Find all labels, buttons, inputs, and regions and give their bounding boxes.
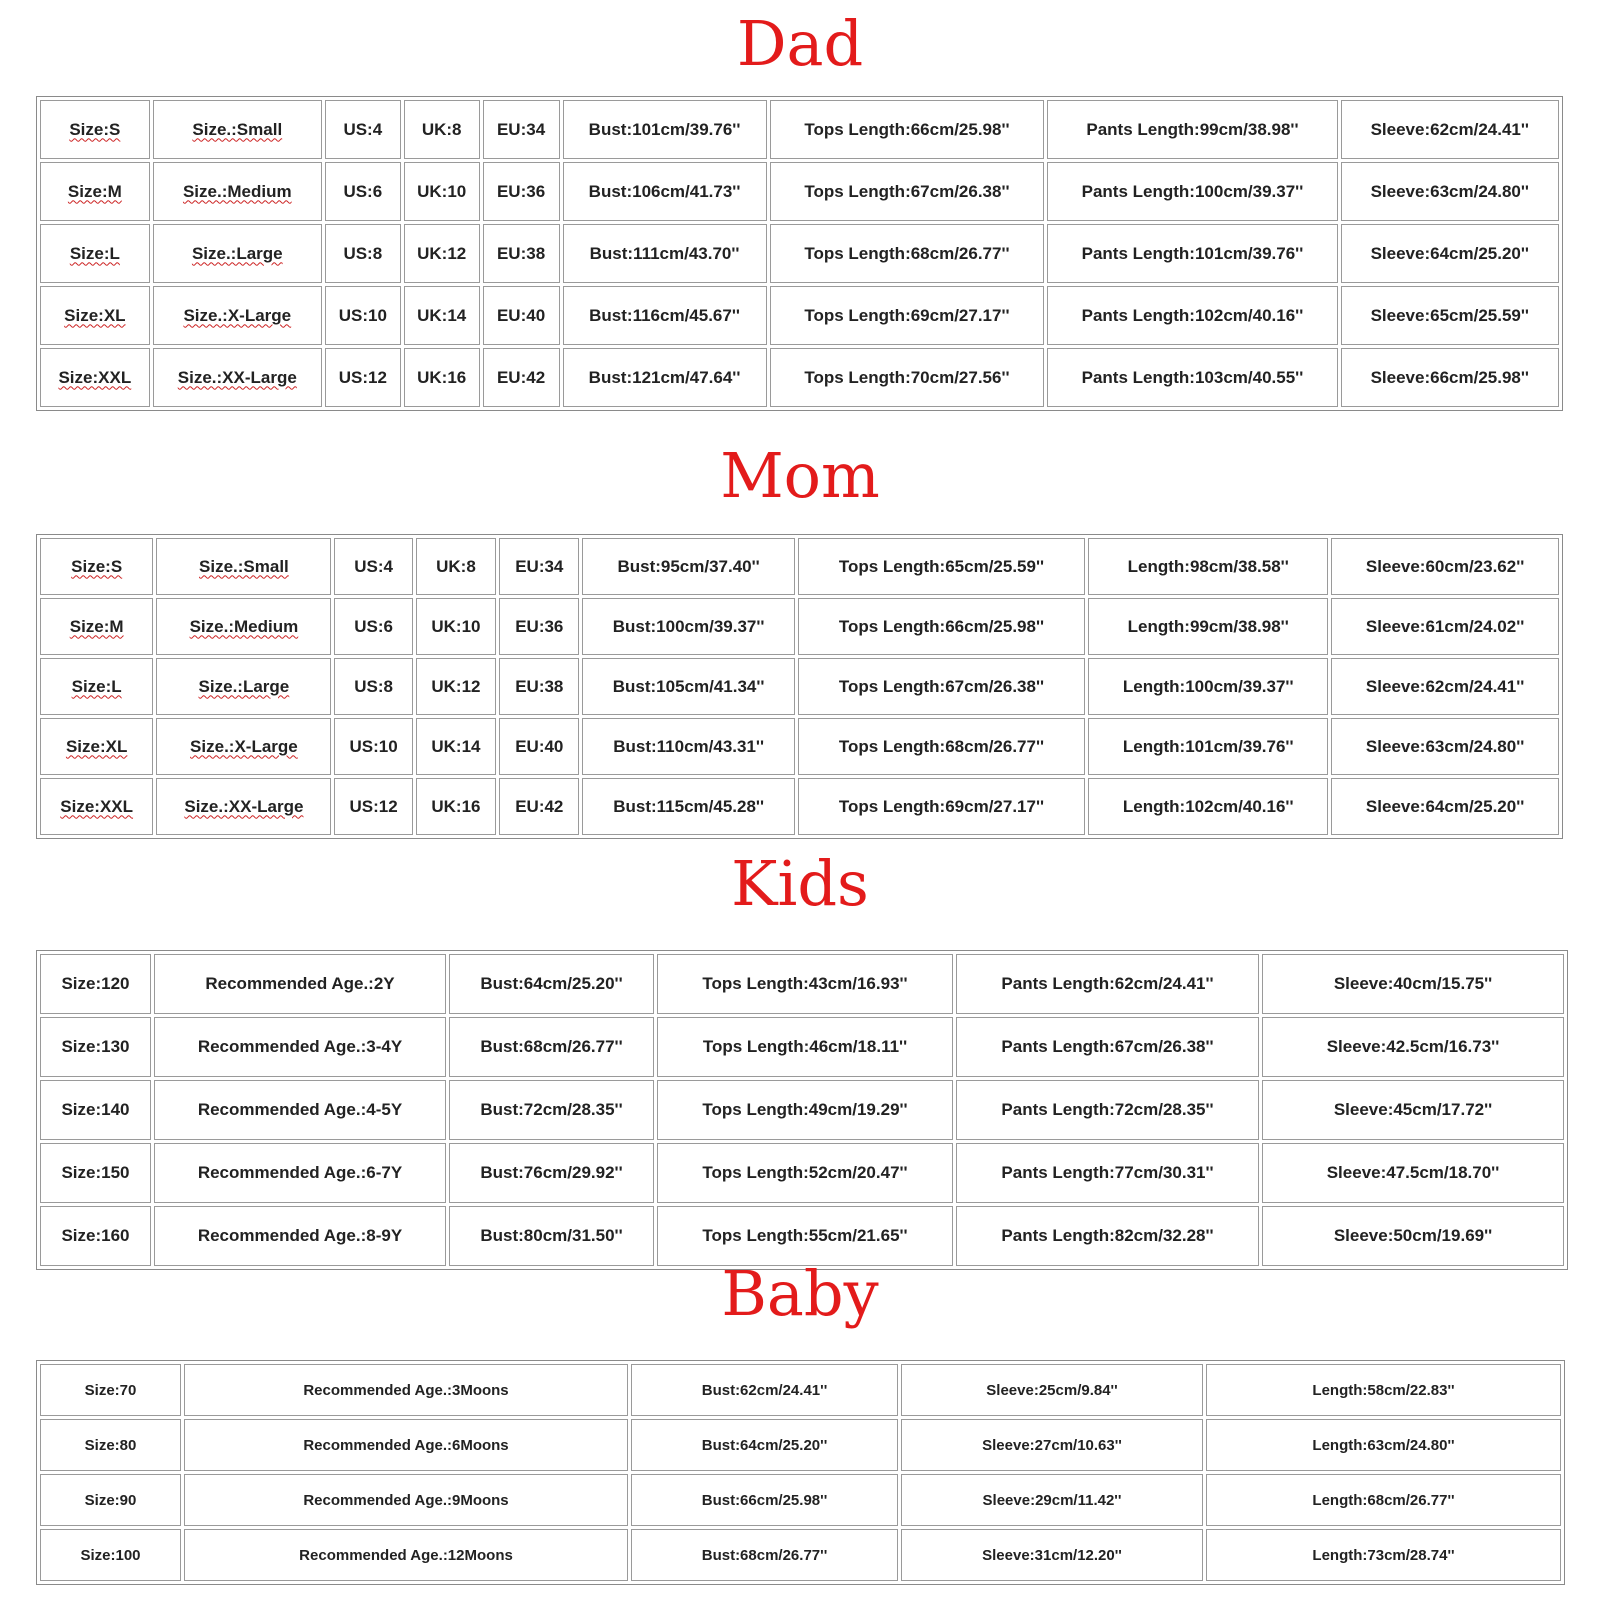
dad-table-cell: EU:42 bbox=[483, 348, 560, 407]
kids-table-cell: Sleeve:47.5cm/18.70'' bbox=[1262, 1143, 1564, 1203]
dad-table-cell: US:6 bbox=[325, 162, 401, 221]
dad-table-cell: Tops Length:68cm/26.77'' bbox=[770, 224, 1045, 283]
mom-title: Mom bbox=[720, 439, 880, 512]
kids-table-cell: Bust:80cm/31.50'' bbox=[449, 1206, 654, 1266]
dad-table-cell: Size.:Medium bbox=[153, 162, 322, 221]
kids-table-cell: Size:150 bbox=[40, 1143, 151, 1203]
baby-table-cell: Recommended Age.:6Moons bbox=[184, 1419, 628, 1471]
mom-table-cell: Size:S bbox=[40, 538, 153, 595]
dad-table-cell: Bust:111cm/43.70'' bbox=[563, 224, 767, 283]
mom-table-cell: Tops Length:66cm/25.98'' bbox=[798, 598, 1085, 655]
kids-table-cell: Pants Length:72cm/28.35'' bbox=[956, 1080, 1259, 1140]
baby-table-cell: Bust:66cm/25.98'' bbox=[631, 1474, 898, 1526]
dad-table-cell: UK:8 bbox=[404, 100, 480, 159]
kids-table-cell: Recommended Age.:6-7Y bbox=[154, 1143, 446, 1203]
mom-table-cell: Tops Length:67cm/26.38'' bbox=[798, 658, 1085, 715]
mom-table-cell: Sleeve:61cm/24.02'' bbox=[1331, 598, 1559, 655]
kids-table-row bbox=[40, 954, 1564, 1014]
dad-table-cell: EU:40 bbox=[483, 286, 560, 345]
mom-table-cell: US:10 bbox=[334, 718, 412, 775]
kids-table-cell: Size:160 bbox=[40, 1206, 151, 1266]
mom-table-cell: Length:100cm/39.37'' bbox=[1088, 658, 1328, 715]
kids-table-cell: Recommended Age.:2Y bbox=[154, 954, 446, 1014]
mom-table-row bbox=[40, 658, 1559, 715]
dad-table-cell: US:10 bbox=[325, 286, 401, 345]
dad-table-cell: US:12 bbox=[325, 348, 401, 407]
mom-table-cell: Length:98cm/38.58'' bbox=[1088, 538, 1328, 595]
dad-table-cell: Size.:Large bbox=[153, 224, 322, 283]
dad-table-row bbox=[40, 348, 1559, 407]
baby-table-cell: Recommended Age.:9Moons bbox=[184, 1474, 628, 1526]
mom-table-cell: Size.:Large bbox=[156, 658, 331, 715]
kids-table-cell: Size:120 bbox=[40, 954, 151, 1014]
mom-table-cell: Bust:110cm/43.31'' bbox=[582, 718, 794, 775]
dad-table-row bbox=[40, 224, 1559, 283]
mom-table-cell: Tops Length:69cm/27.17'' bbox=[798, 778, 1085, 835]
baby-table-cell: Sleeve:27cm/10.63'' bbox=[901, 1419, 1203, 1471]
baby-table-row bbox=[40, 1419, 1561, 1471]
dad-table-body bbox=[40, 100, 1559, 407]
baby-table-cell: Length:68cm/26.77'' bbox=[1206, 1474, 1561, 1526]
dad-table-cell: UK:12 bbox=[404, 224, 480, 283]
kids-table-cell: Size:130 bbox=[40, 1017, 151, 1077]
baby-table-cell: Sleeve:25cm/9.84'' bbox=[901, 1364, 1203, 1416]
mom-table-cell: Length:101cm/39.76'' bbox=[1088, 718, 1328, 775]
kids-table-cell: Tops Length:49cm/19.29'' bbox=[657, 1080, 953, 1140]
baby-table-cell: Sleeve:31cm/12.20'' bbox=[901, 1529, 1203, 1581]
dad-table-row bbox=[40, 286, 1559, 345]
dad-table-cell: Sleeve:64cm/25.20'' bbox=[1341, 224, 1559, 283]
baby-table-cell: Length:63cm/24.80'' bbox=[1206, 1419, 1561, 1471]
dad-table-cell: Bust:121cm/47.64'' bbox=[563, 348, 767, 407]
mom-table-cell: Sleeve:63cm/24.80'' bbox=[1331, 718, 1559, 775]
kids-table-cell: Pants Length:82cm/32.28'' bbox=[956, 1206, 1259, 1266]
dad-table-cell: EU:38 bbox=[483, 224, 560, 283]
dad-table-cell: Sleeve:66cm/25.98'' bbox=[1341, 348, 1559, 407]
kids-size-table bbox=[36, 950, 1568, 1270]
dad-table-cell: UK:14 bbox=[404, 286, 480, 345]
kids-table-cell: Recommended Age.:4-5Y bbox=[154, 1080, 446, 1140]
kids-table-cell: Recommended Age.:3-4Y bbox=[154, 1017, 446, 1077]
mom-table-row bbox=[40, 598, 1559, 655]
mom-table-cell: EU:42 bbox=[499, 778, 579, 835]
mom-table-cell: Bust:105cm/41.34'' bbox=[582, 658, 794, 715]
mom-table-cell: US:6 bbox=[334, 598, 412, 655]
dad-table-cell: Pants Length:100cm/39.37'' bbox=[1047, 162, 1337, 221]
baby-title: Baby bbox=[721, 1257, 879, 1330]
mom-table-row bbox=[40, 778, 1559, 835]
mom-table-cell: UK:8 bbox=[416, 538, 496, 595]
baby-table-body bbox=[40, 1364, 1561, 1581]
mom-table-cell: EU:34 bbox=[499, 538, 579, 595]
baby-table-cell: Size:100 bbox=[40, 1529, 181, 1581]
kids-table-body bbox=[40, 954, 1564, 1266]
kids-table-row bbox=[40, 1143, 1564, 1203]
mom-table-cell: EU:36 bbox=[499, 598, 579, 655]
dad-table-row bbox=[40, 100, 1559, 159]
kids-table-row bbox=[40, 1017, 1564, 1077]
mom-table-cell: EU:38 bbox=[499, 658, 579, 715]
kids-title: Kids bbox=[731, 847, 869, 920]
kids-table-cell: Bust:72cm/28.35'' bbox=[449, 1080, 654, 1140]
kids-table-cell: Sleeve:40cm/15.75'' bbox=[1262, 954, 1564, 1014]
mom-table-cell: Size:XXL bbox=[40, 778, 153, 835]
mom-table-cell: UK:12 bbox=[416, 658, 496, 715]
mom-table-cell: Sleeve:64cm/25.20'' bbox=[1331, 778, 1559, 835]
mom-table-cell: Size.:Medium bbox=[156, 598, 331, 655]
baby-table-cell: Bust:68cm/26.77'' bbox=[631, 1529, 898, 1581]
baby-table-cell: Recommended Age.:12Moons bbox=[184, 1529, 628, 1581]
dad-table-cell: Pants Length:101cm/39.76'' bbox=[1047, 224, 1337, 283]
kids-table-cell: Sleeve:45cm/17.72'' bbox=[1262, 1080, 1564, 1140]
dad-table-cell: Sleeve:62cm/24.41'' bbox=[1341, 100, 1559, 159]
dad-table-cell: Size:XL bbox=[40, 286, 150, 345]
dad-table-cell: Sleeve:63cm/24.80'' bbox=[1341, 162, 1559, 221]
kids-table-cell: Pants Length:77cm/30.31'' bbox=[956, 1143, 1259, 1203]
dad-table-cell: US:4 bbox=[325, 100, 401, 159]
mom-table-cell: Size.:X-Large bbox=[156, 718, 331, 775]
dad-table-cell: UK:16 bbox=[404, 348, 480, 407]
kids-table-cell: Tops Length:43cm/16.93'' bbox=[657, 954, 953, 1014]
kids-table-cell: Tops Length:52cm/20.47'' bbox=[657, 1143, 953, 1203]
dad-table-cell: Size.:Small bbox=[153, 100, 322, 159]
mom-table-cell: UK:14 bbox=[416, 718, 496, 775]
mom-table-row bbox=[40, 718, 1559, 775]
mom-table-cell: US:4 bbox=[334, 538, 412, 595]
dad-table-cell: Sleeve:65cm/25.59'' bbox=[1341, 286, 1559, 345]
dad-table-cell: US:8 bbox=[325, 224, 401, 283]
kids-table-cell: Pants Length:62cm/24.41'' bbox=[956, 954, 1259, 1014]
kids-table-cell: Recommended Age.:8-9Y bbox=[154, 1206, 446, 1266]
dad-table-cell: EU:36 bbox=[483, 162, 560, 221]
mom-table-cell: Size.:Small bbox=[156, 538, 331, 595]
baby-size-table bbox=[36, 1360, 1565, 1585]
kids-table-cell: Tops Length:55cm/21.65'' bbox=[657, 1206, 953, 1266]
mom-table-body bbox=[40, 538, 1559, 835]
mom-table-cell: EU:40 bbox=[499, 718, 579, 775]
baby-table-cell: Length:58cm/22.83'' bbox=[1206, 1364, 1561, 1416]
mom-table-cell: Sleeve:60cm/23.62'' bbox=[1331, 538, 1559, 595]
mom-table-cell: Size:L bbox=[40, 658, 153, 715]
mom-table-cell: UK:16 bbox=[416, 778, 496, 835]
dad-table-cell: Bust:116cm/45.67'' bbox=[563, 286, 767, 345]
baby-table-cell: Sleeve:29cm/11.42'' bbox=[901, 1474, 1203, 1526]
kids-table-cell: Sleeve:42.5cm/16.73'' bbox=[1262, 1017, 1564, 1077]
mom-size-table bbox=[36, 534, 1563, 839]
mom-table-cell: US:12 bbox=[334, 778, 412, 835]
dad-table-cell: Size:M bbox=[40, 162, 150, 221]
mom-table-cell: Bust:115cm/45.28'' bbox=[582, 778, 794, 835]
baby-table-cell: Bust:62cm/24.41'' bbox=[631, 1364, 898, 1416]
dad-table-cell: Bust:101cm/39.76'' bbox=[563, 100, 767, 159]
baby-table-cell: Length:73cm/28.74'' bbox=[1206, 1529, 1561, 1581]
dad-table-cell: Pants Length:102cm/40.16'' bbox=[1047, 286, 1337, 345]
baby-table-row bbox=[40, 1474, 1561, 1526]
baby-table-row bbox=[40, 1364, 1561, 1416]
dad-title: Dad bbox=[736, 7, 864, 80]
dad-table-cell: UK:10 bbox=[404, 162, 480, 221]
mom-table-cell: Tops Length:68cm/26.77'' bbox=[798, 718, 1085, 775]
kids-table-cell: Bust:76cm/29.92'' bbox=[449, 1143, 654, 1203]
dad-table-cell: Tops Length:69cm/27.17'' bbox=[770, 286, 1045, 345]
kids-table-cell: Sleeve:50cm/19.69'' bbox=[1262, 1206, 1564, 1266]
baby-table-cell: Recommended Age.:3Moons bbox=[184, 1364, 628, 1416]
mom-table-cell: Bust:100cm/39.37'' bbox=[582, 598, 794, 655]
kids-table-cell: Bust:68cm/26.77'' bbox=[449, 1017, 654, 1077]
dad-table-cell: Pants Length:99cm/38.98'' bbox=[1047, 100, 1337, 159]
mom-table-cell: UK:10 bbox=[416, 598, 496, 655]
baby-table-cell: Size:80 bbox=[40, 1419, 181, 1471]
dad-table-cell: Size.:X-Large bbox=[153, 286, 322, 345]
dad-table-cell: Bust:106cm/41.73'' bbox=[563, 162, 767, 221]
kids-table-cell: Tops Length:46cm/18.11'' bbox=[657, 1017, 953, 1077]
mom-table-row bbox=[40, 538, 1559, 595]
mom-table-cell: Tops Length:65cm/25.59'' bbox=[798, 538, 1085, 595]
baby-table-cell: Bust:64cm/25.20'' bbox=[631, 1419, 898, 1471]
dad-size-table bbox=[36, 96, 1563, 411]
kids-table-cell: Bust:64cm/25.20'' bbox=[449, 954, 654, 1014]
dad-table-cell: Size:XXL bbox=[40, 348, 150, 407]
mom-table-cell: Length:99cm/38.98'' bbox=[1088, 598, 1328, 655]
dad-table-cell: Pants Length:103cm/40.55'' bbox=[1047, 348, 1337, 407]
dad-table-cell: Tops Length:66cm/25.98'' bbox=[770, 100, 1045, 159]
dad-table-row bbox=[40, 162, 1559, 221]
mom-table-cell: Bust:95cm/37.40'' bbox=[582, 538, 794, 595]
baby-table-row bbox=[40, 1529, 1561, 1581]
baby-table-cell: Size:90 bbox=[40, 1474, 181, 1526]
dad-table-cell: EU:34 bbox=[483, 100, 560, 159]
mom-table-cell: Sleeve:62cm/24.41'' bbox=[1331, 658, 1559, 715]
kids-table-row bbox=[40, 1080, 1564, 1140]
mom-table-cell: Size:XL bbox=[40, 718, 153, 775]
dad-table-cell: Size:S bbox=[40, 100, 150, 159]
mom-table-cell: Size.:XX-Large bbox=[156, 778, 331, 835]
mom-table-cell: Size:M bbox=[40, 598, 153, 655]
mom-table-cell: US:8 bbox=[334, 658, 412, 715]
dad-table-cell: Tops Length:67cm/26.38'' bbox=[770, 162, 1045, 221]
dad-table-cell: Size:L bbox=[40, 224, 150, 283]
dad-table-cell: Tops Length:70cm/27.56'' bbox=[770, 348, 1045, 407]
dad-table-cell: Size.:XX-Large bbox=[153, 348, 322, 407]
baby-table-cell: Size:70 bbox=[40, 1364, 181, 1416]
kids-table-cell: Pants Length:67cm/26.38'' bbox=[956, 1017, 1259, 1077]
kids-table-cell: Size:140 bbox=[40, 1080, 151, 1140]
mom-table-cell: Length:102cm/40.16'' bbox=[1088, 778, 1328, 835]
